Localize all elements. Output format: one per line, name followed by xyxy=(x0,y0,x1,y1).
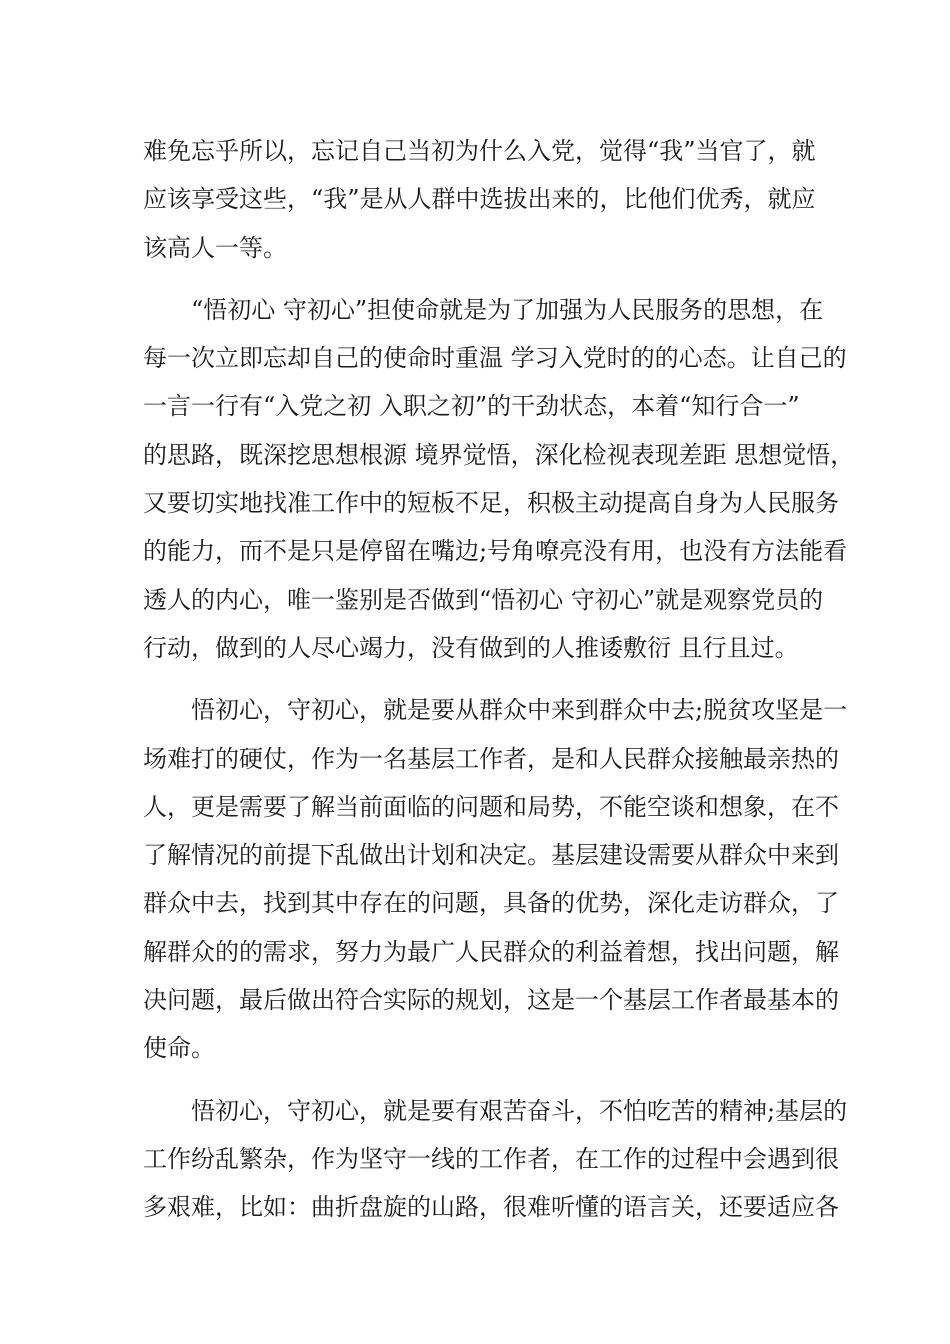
text-line: “悟初心 守初心”担使命就是为了加强为人民服务的思想，在 xyxy=(191,295,824,324)
paragraph-2 xyxy=(143,286,855,672)
text-line: 决问题，最后做出符合实际的规划，这是一个基层工作者最基本的 xyxy=(143,986,839,1015)
paragraph-spacing xyxy=(143,672,823,686)
text-line: 每一次立即忘却自己的使命时重温 学习入党时的的心态。让自己的 xyxy=(143,344,847,373)
text-line: 工作纷乱繁杂，作为坚守一线的工作者，在工作的过程中会遇到很 xyxy=(143,1144,839,1173)
text-line: 行动，做到的人尽心竭力，没有做到的人推诿敷衍 且行且过。 xyxy=(143,633,799,662)
paragraph-4 xyxy=(143,1087,848,1232)
text-line: 多艰难，比如：曲折盘旋的山路，很难听懂的语言关，还要适应各 xyxy=(143,1193,839,1222)
text-line: 又要切实地找准工作中的短板不足，积极主动提高自身为人民服务 xyxy=(143,489,839,518)
text-line: 人，更是需要了解当前面临的问题和局势，不能空谈和想象，在不 xyxy=(143,792,839,821)
text-line: 的能力，而不是只是停留在嘴边;号角嘹亮没有用，也没有方法能看 xyxy=(143,537,848,566)
text-line: 一言一行有“入党之初 入职之初”的干劲状态，本着“知行合一” xyxy=(143,392,800,421)
text-line: 悟初心，守初心，就是要从群众中来到群众中去;脱贫攻坚是一 xyxy=(191,696,848,725)
text-line: 场难打的硬仗，作为一名基层工作者，是和人民群众接触最亲热的 xyxy=(143,744,839,773)
text-line: 解群众的的需求，努力为最广人民群众的利益着想，找出问题，解 xyxy=(143,937,839,966)
text-line: 了解情况的前提下乱做出计划和决定。基层建设需要从群众中来到 xyxy=(143,841,839,870)
paragraph-1 xyxy=(143,127,823,272)
text-line: 透人的内心，唯一鉴别是否做到“悟初心 守初心”就是观察党员的 xyxy=(143,585,824,614)
document-body xyxy=(143,127,855,1232)
text-line: 该高人一等。 xyxy=(143,233,287,262)
paragraph-spacing xyxy=(143,1073,823,1087)
text-line: 难免忘乎所以，忘记自己当初为什么入党，觉得“我”当官了，就 xyxy=(143,137,816,165)
paragraph-3 xyxy=(143,686,848,1072)
text-line: 悟初心，守初心，就是要有艰苦奋斗，不怕吃苦的精神;基层的 xyxy=(191,1096,848,1125)
text-line: 应该享受这些，“我”是从人群中选拔出来的，比他们优秀，就应 xyxy=(143,185,816,214)
text-line: 的思路，既深挖思想根源 境界觉悟，深化检视表现差距 思想觉悟， xyxy=(143,440,855,469)
text-line: 群众中去，找到其中存在的问题，具备的优势，深化走访群众，了 xyxy=(143,889,839,918)
paragraph-spacing xyxy=(143,272,823,286)
text-line: 使命。 xyxy=(143,1034,215,1063)
